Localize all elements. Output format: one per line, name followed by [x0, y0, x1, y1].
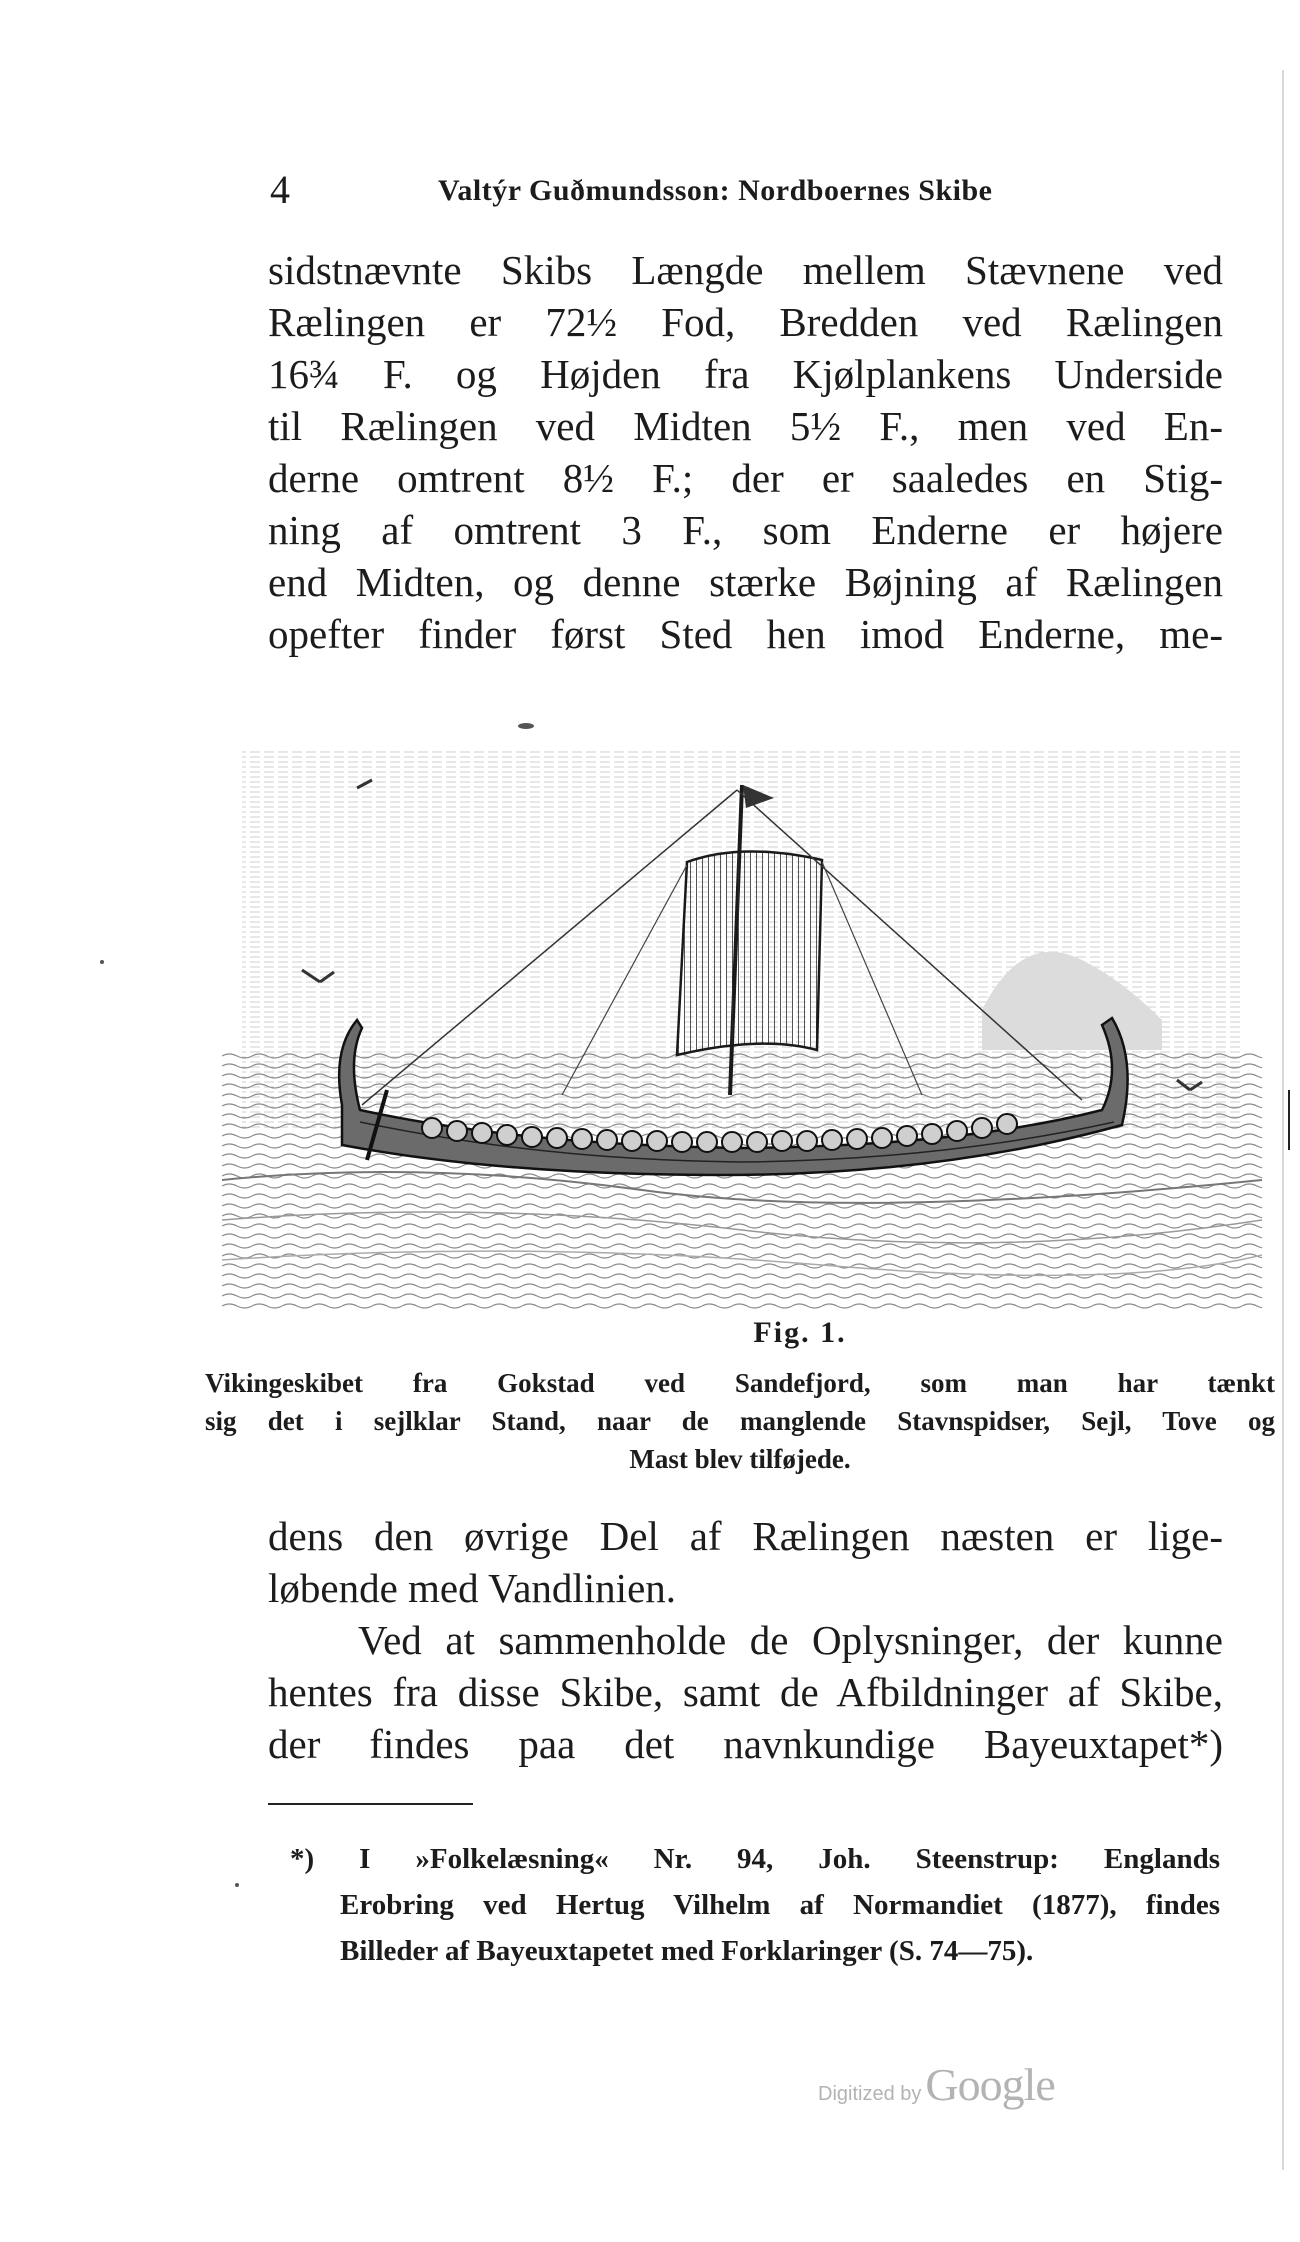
text-line: løbende med Vandlinien. [268, 1565, 677, 1611]
text-line: 16¾ F. og Højden fra Kjølplankens Underside [268, 351, 1223, 397]
digitized-watermark [818, 2058, 1055, 2114]
running-title: Valtýr Guðmundsson: Nordboernes Skibe [438, 174, 993, 207]
text-line: hentes fra disse Skibe, samt de Afbildninger af Skibe, [268, 1669, 1223, 1715]
footnote-line: Erobring ved Hertug Vilhelm af Normandiet (1877), findes [340, 1889, 1220, 1921]
text-line: ning af omtrent 3 F., som Enderne er højere [268, 507, 1223, 553]
ink-speck [100, 960, 104, 964]
text-line: dens den øvrige Del af Rælingen næsten er lige- [268, 1513, 1223, 1559]
body-text-top [268, 244, 1223, 660]
caption-line: Vikingeskibet fra Gokstad ved Sandefjord, som man har tænkt [205, 1368, 1275, 1398]
text-line: Ved at sammenholde de Oplysninger, der kunne [358, 1617, 1223, 1663]
page-number: 4 [270, 167, 290, 212]
footnote-line: Billeder af Bayeuxtapetet med Forklaringer (S. 74—75). [340, 1935, 1034, 1967]
body-text-bottom [268, 1510, 1223, 1770]
text-line: der findes paa det navnkundige Bayeuxtapet*) [268, 1721, 1223, 1767]
footnote [290, 1836, 1220, 1974]
ink-speck [518, 723, 534, 729]
footnote-line: *) I »Folkelæsning« Nr. 94, Joh. Steenstrup: Englands [290, 1843, 1220, 1875]
text-line: Rælingen er 72½ Fod, Bredden ved Rælingen [268, 299, 1223, 345]
page-edge-line [1282, 70, 1284, 2170]
footnote-rule [268, 1803, 473, 1805]
text-line: opefter finder først Sted hen imod Enderne, me- [268, 611, 1223, 657]
google-logo: Google [925, 2059, 1055, 2110]
sea-area [222, 1050, 1262, 1310]
figure-caption [205, 1316, 1275, 1478]
text-line: til Rælingen ved Midten 5½ F., men ved En- [268, 403, 1223, 449]
page-edge-mark [1288, 1090, 1290, 1150]
watermark-prefix: Digitized by [818, 2083, 922, 2105]
figure-label: Fig. 1. [753, 1316, 847, 1349]
caption-line: sig det i sejlklar Stand, naar de manglende Stavnspidser, Sejl, Tove og [205, 1406, 1275, 1436]
text-line: end Midten, og denne stærke Bøjning af Rælingen [268, 559, 1223, 605]
text-line: sidstnævnte Skibs Længde mellem Stævnene ved [268, 247, 1223, 293]
text-line: derne omtrent 8½ F.; der er saaledes en Stig- [268, 455, 1223, 501]
caption-line: Mast blev tilføjede. [629, 1444, 851, 1474]
page-header [270, 166, 1070, 214]
ink-speck [235, 1883, 239, 1887]
viking-ship-illustration [222, 750, 1262, 1310]
sail [677, 851, 822, 1055]
